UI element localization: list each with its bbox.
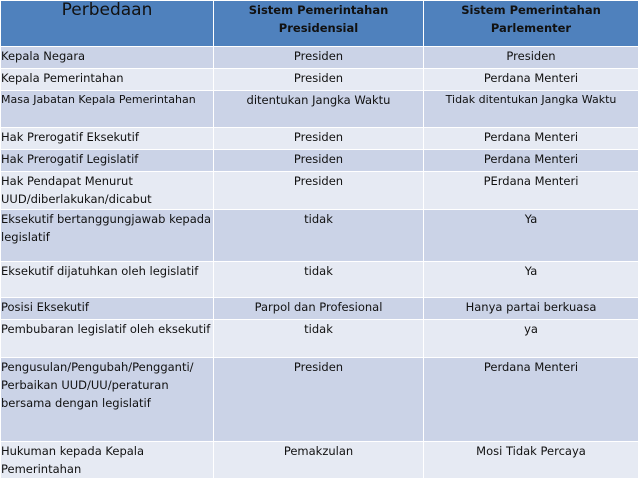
row-label: Pengusulan/Pengubah/Pengganti/ Perbaikan UUD/UU/peraturan bersama dengan legislatif	[1, 358, 214, 442]
presidensial-cell: ditentukan Jangka Waktu	[214, 91, 424, 128]
row-label: Hak Prerogatif Eksekutif	[1, 128, 214, 150]
parlementer-cell: PErdana Menteri	[424, 172, 638, 210]
row-label: Kepala Negara	[1, 47, 214, 69]
table-row	[1, 69, 638, 91]
row-label: Posisi Eksekutif	[1, 298, 214, 320]
parlementer-cell: Perdana Menteri	[424, 150, 638, 172]
table-row	[1, 47, 638, 69]
table-row	[1, 298, 638, 320]
presidensial-cell: Presiden	[214, 150, 424, 172]
header-perbedaan: Perbedaan	[1, 1, 214, 47]
header-parlementer: Sistem Pemerintahan Parlementer	[424, 1, 638, 47]
row-label: Masa Jabatan Kepala Pemerintahan	[1, 91, 214, 128]
table-row	[1, 91, 638, 128]
presidensial-cell: tidak	[214, 320, 424, 358]
row-label: Pembubaran legislatif oleh eksekutif	[1, 320, 214, 358]
parlementer-cell: Perdana Menteri	[424, 69, 638, 91]
header-presidensial: Sistem Pemerintahan Presidensial	[214, 1, 424, 47]
presidensial-cell: tidak	[214, 262, 424, 298]
table-row	[1, 262, 638, 298]
presidensial-cell: tidak	[214, 210, 424, 262]
presidensial-cell: Presiden	[214, 128, 424, 150]
row-label: Hak Pendapat Menurut UUD/diberlakukan/dicabut	[1, 172, 214, 210]
row-label: Hukuman kepada Kepala Pemerintahan	[1, 442, 214, 479]
presidensial-cell: Pemakzulan	[214, 442, 424, 479]
row-label: Hak Prerogatif Legislatif	[1, 150, 214, 172]
parlementer-cell: Perdana Menteri	[424, 358, 638, 442]
presidensial-cell: Presiden	[214, 69, 424, 91]
presidensial-cell: Presiden	[214, 47, 424, 69]
parlementer-cell: Hanya partai berkuasa	[424, 298, 638, 320]
table-row	[1, 320, 638, 358]
parlementer-cell: Ya	[424, 262, 638, 298]
parlementer-cell: Presiden	[424, 47, 638, 69]
parlementer-cell: ya	[424, 320, 638, 358]
parlementer-cell: Ya	[424, 210, 638, 262]
presidensial-cell: Presiden	[214, 172, 424, 210]
row-label: Kepala Pemerintahan	[1, 69, 214, 91]
table-row	[1, 442, 638, 479]
table-row	[1, 358, 638, 442]
table-header-row	[1, 1, 638, 47]
table-row	[1, 172, 638, 210]
parlementer-cell: Tidak ditentukan Jangka Waktu	[424, 91, 638, 128]
table-row	[1, 128, 638, 150]
table-row	[1, 210, 638, 262]
parlementer-cell: Mosi Tidak Percaya	[424, 442, 638, 479]
presidensial-cell: Parpol dan Profesional	[214, 298, 424, 320]
parlementer-cell: Perdana Menteri	[424, 128, 638, 150]
presidensial-cell: Presiden	[214, 358, 424, 442]
row-label: Eksekutif dijatuhkan oleh legislatif	[1, 262, 214, 298]
row-label: Eksekutif bertanggungjawab kepada legislatif	[1, 210, 214, 262]
table-row	[1, 150, 638, 172]
